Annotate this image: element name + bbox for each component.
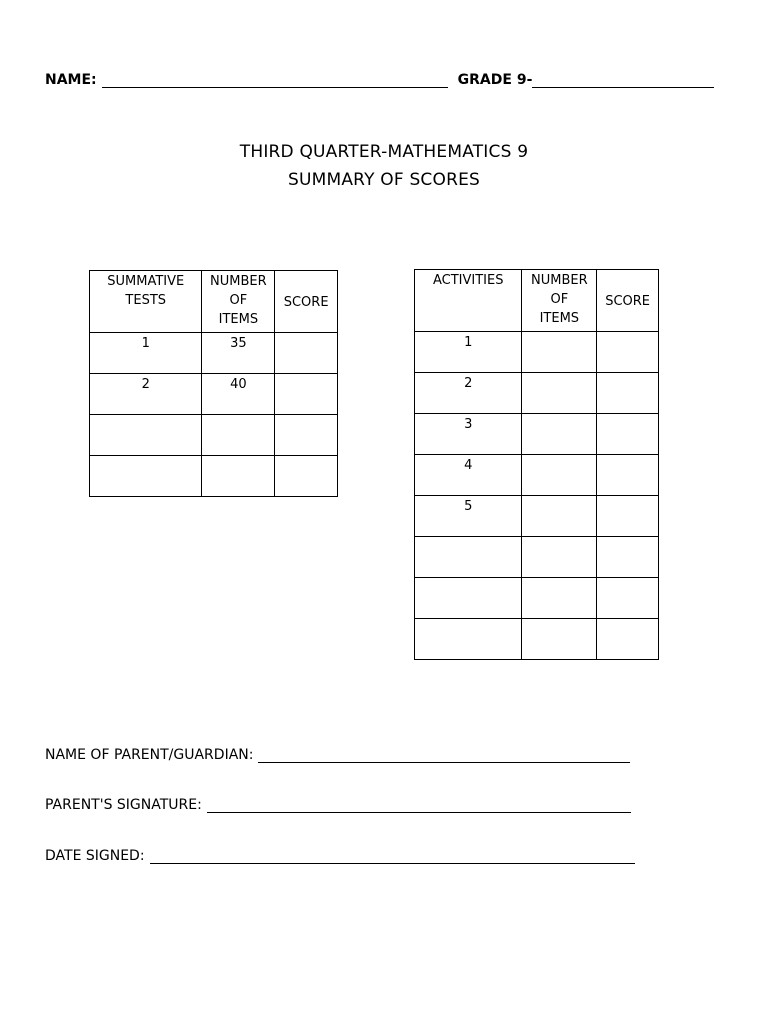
parent-name-field-line[interactable] xyxy=(258,748,630,763)
score-cell[interactable] xyxy=(597,332,659,373)
table-row xyxy=(90,333,338,374)
grade-field-line[interactable] xyxy=(532,73,714,88)
items-cell[interactable] xyxy=(522,332,597,373)
table-row xyxy=(415,537,659,578)
items-cell: 35 xyxy=(202,333,275,374)
items-cell[interactable] xyxy=(202,415,275,456)
table-row xyxy=(415,496,659,537)
activity-number-cell: 4 xyxy=(415,455,522,496)
grade-label: GRADE 9- xyxy=(457,72,533,88)
items-cell[interactable] xyxy=(522,373,597,414)
signature-label: PARENT'S SIGNATURE: xyxy=(45,797,202,813)
header-activities: ACTIVITIES xyxy=(415,270,522,332)
items-cell[interactable] xyxy=(522,496,597,537)
name-label: NAME: xyxy=(45,72,97,88)
title-line-2: SUMMARY OF SCORES xyxy=(287,170,481,190)
test-number-cell[interactable] xyxy=(90,456,202,497)
header-text: NUMBER OF ITEMS xyxy=(531,273,588,326)
score-cell[interactable] xyxy=(597,537,659,578)
test-number-cell: 2 xyxy=(90,374,202,415)
test-number-cell[interactable] xyxy=(90,415,202,456)
table-row xyxy=(90,374,338,415)
header-number-of-items xyxy=(522,270,597,332)
title-line-1: THIRD QUARTER-MATHEMATICS 9 xyxy=(239,142,529,162)
parent-name-label: NAME OF PARENT/GUARDIAN: xyxy=(45,747,254,763)
header-text: NUMBER OF ITEMS xyxy=(210,274,267,327)
table-row xyxy=(415,455,659,496)
header-number-of-items xyxy=(202,271,275,333)
header-text: SUMMATIVE TESTS xyxy=(107,274,185,308)
score-cell[interactable] xyxy=(275,333,338,374)
items-cell[interactable] xyxy=(522,455,597,496)
test-number-cell: 1 xyxy=(90,333,202,374)
items-cell[interactable] xyxy=(202,456,275,497)
items-cell: 40 xyxy=(202,374,275,415)
score-cell[interactable] xyxy=(597,578,659,619)
signature-field-line[interactable] xyxy=(207,798,631,813)
score-cell[interactable] xyxy=(275,374,338,415)
table-row xyxy=(415,619,659,660)
header-row xyxy=(45,72,714,88)
header-summative-tests xyxy=(90,271,202,333)
score-cell[interactable] xyxy=(597,373,659,414)
activity-number-cell: 3 xyxy=(415,414,522,455)
score-cell[interactable] xyxy=(597,619,659,660)
activity-number-cell: 1 xyxy=(415,332,522,373)
date-signed-label: DATE SIGNED: xyxy=(45,848,145,864)
score-cell[interactable] xyxy=(275,456,338,497)
activities-table xyxy=(414,269,659,660)
score-cell[interactable] xyxy=(597,455,659,496)
activity-number-cell: 2 xyxy=(415,373,522,414)
date-signed-row xyxy=(45,848,635,864)
parent-name-row xyxy=(45,747,630,763)
score-cell[interactable] xyxy=(597,496,659,537)
items-cell[interactable] xyxy=(522,414,597,455)
activity-number-cell[interactable] xyxy=(415,619,522,660)
score-cell[interactable] xyxy=(597,414,659,455)
items-cell[interactable] xyxy=(522,578,597,619)
activity-number-cell[interactable] xyxy=(415,578,522,619)
activity-number-cell: 5 xyxy=(415,496,522,537)
table-header-row xyxy=(415,270,659,332)
table-row xyxy=(415,578,659,619)
table-row xyxy=(90,415,338,456)
score-cell[interactable] xyxy=(275,415,338,456)
table-row xyxy=(415,414,659,455)
table-header-row xyxy=(90,271,338,333)
items-cell[interactable] xyxy=(522,619,597,660)
activity-number-cell[interactable] xyxy=(415,537,522,578)
summative-tests-table xyxy=(89,270,338,497)
items-cell[interactable] xyxy=(522,537,597,578)
date-signed-field-line[interactable] xyxy=(150,849,635,864)
name-field-line[interactable] xyxy=(102,73,448,88)
table-row xyxy=(90,456,338,497)
table-row xyxy=(415,373,659,414)
signature-row xyxy=(45,797,631,813)
header-score: SCORE xyxy=(275,271,338,333)
table-row xyxy=(415,332,659,373)
header-score: SCORE xyxy=(597,270,659,332)
